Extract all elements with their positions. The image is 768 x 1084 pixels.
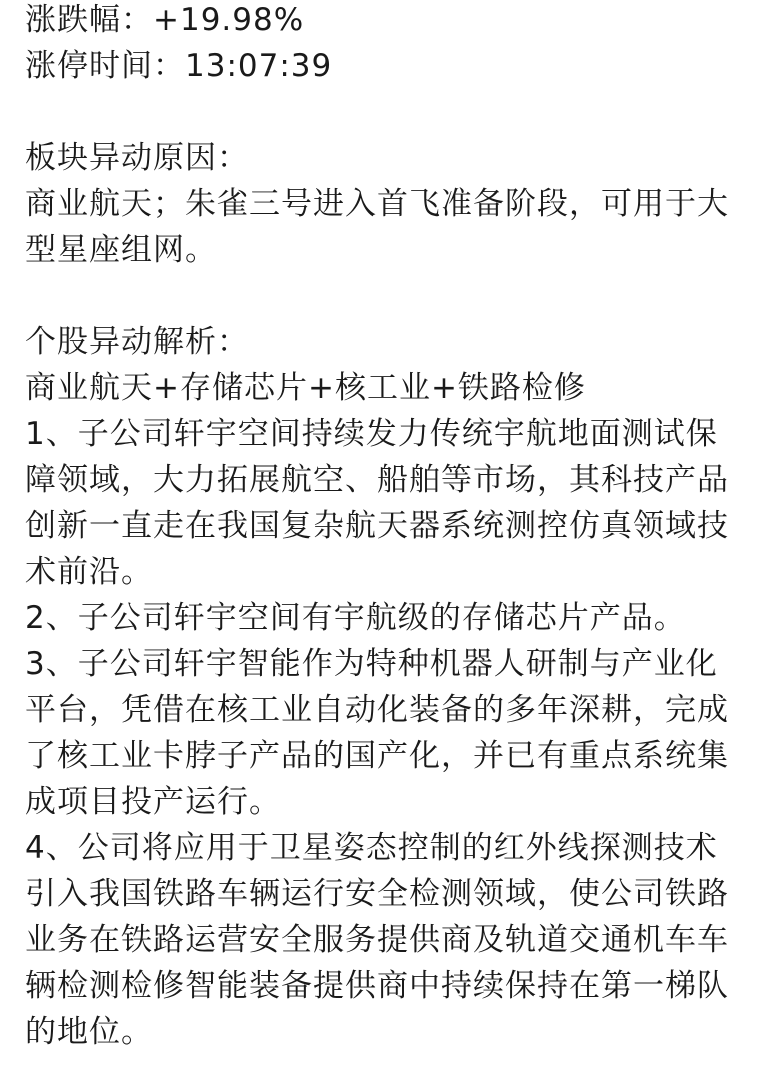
limit-time-label: 涨停时间： (25, 48, 185, 84)
change-value: +19.98% (153, 2, 305, 38)
limit-time-value: 13:07:39 (185, 48, 333, 84)
stock-analysis-tags: 商业航天+存储芯片+核工业+铁路检修 (25, 370, 586, 406)
change-label: 涨跌幅： (25, 2, 153, 38)
sector-reason-text: 商业航天；朱雀三号进入首飞准备阶段，可用于大型星座组网。 (25, 186, 729, 268)
analysis-point-2: 2、子公司轩宇空间有宇航级的存储芯片产品。 (25, 600, 686, 636)
article-body (25, 0, 747, 1055)
limit-time-row (25, 43, 747, 89)
analysis-point-4: 4、公司将应用于卫星姿态控制的红外线探测技术引入我国铁路车辆运行安全检测领域，使公司铁路业务在铁路运营安全服务提供商及轨道交通机车车辆检测检修智能装备提供商中持续保持在第一梯队的地位。 (25, 830, 729, 1050)
stock-analysis-heading: 个股异动解析： (25, 324, 249, 360)
analysis-point-1: 1、子公司轩宇空间持续发力传统宇航地面测试保障领域，大力拓展航空、船舶等市场，其科技产品创新一直走在我国复杂航天器系统测控仿真领域技术前沿。 (25, 416, 729, 590)
analysis-point-3: 3、子公司轩宇智能作为特种机器人研制与产业化平台，凭借在核工业自动化装备的多年深耕，完成了核工业卡脖子产品的国产化，并已有重点系统集成项目投产运行。 (25, 646, 729, 820)
spacer (25, 273, 747, 319)
sector-reason-heading: 板块异动原因： (25, 140, 249, 176)
change-row (25, 0, 747, 43)
spacer (25, 89, 747, 135)
